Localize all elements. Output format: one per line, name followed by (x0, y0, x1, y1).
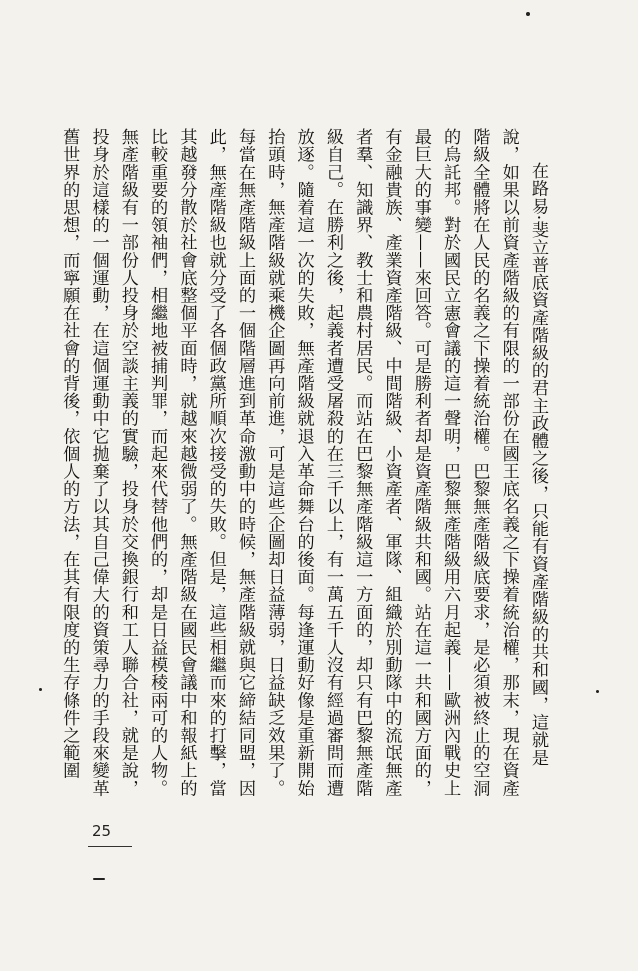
text-column: 投身於這樣的一個運動，在這個運動中它拋棄了以其自己偉大的資策尋力的手段來變革 (88, 128, 109, 797)
page-number-rule (88, 846, 132, 847)
text-column: 其越發分散於社會底整個平面時，就越來越微弱了。無產階級在國民會議中和報紙上的 (176, 128, 197, 797)
text-column: 比較重要的領袖們，相繼地被捕判罪，而起來代替他們的，却是日益模稜兩可的人物。 (147, 128, 168, 797)
text-column: 階級全體將在人民的名義之下操着統治權。巴黎無產階級底要求，是必須被終止的空洞 (469, 128, 490, 797)
text-column: 此，無產階級也就分受了各個政黨所順次接受的失敗。但是，這些相繼而來的打擊，當 (205, 128, 226, 797)
text-column: 說，如果以前資產階級的有限的一部份在國王底名義之下操着統治權，那末，現在資產 (498, 128, 519, 797)
text-column: 有金融貴族、產業資產階級、中間階級、小資產者、軍隊、組織於別動隊中的流氓無產 (381, 128, 402, 797)
scan-speck (39, 688, 42, 691)
text-column: 的烏託邦。對於國民立憲會議的這一聲明，巴黎無產階級用六月起義——歐洲內戰史上 (440, 128, 461, 797)
scan-speck (93, 878, 105, 880)
text-column: 抬頭時，無產階級就乘機企圖再向前進，可是這些企圖却日益薄弱，日益缺乏效果了。 (264, 128, 285, 797)
text-column: 無產階級有一部份人投身於空談主義的實驗，投身於交換銀行和工人聯合社，就是說， (117, 128, 138, 797)
text-column: 舊世界的思想，而寧願在社會的背後，依個人的方法，在其有限度的生存條件之範圍 (59, 128, 80, 780)
vertical-text-block (59, 128, 552, 797)
text-column: 在路易·斐立普底資產階級的君主政體之後，只能有資產階級的共和國，這就是 (528, 162, 548, 767)
scan-speck (596, 690, 599, 693)
text-column: 級自己。在勝利之後，起義者遭受屠殺的在三千以上，有一萬五千人沒有經過審問而遭 (322, 128, 343, 797)
text-column: 者羣、知識界、教士和農村居民。而站在巴黎無產階級這一方面的，却只有巴黎無產階 (352, 128, 373, 797)
page-number: 25 (92, 822, 112, 840)
text-column: 放逐。隨着這一次的失敗，無產階級就退入革命舞台的後面。每逢運動好像是重新開始 (293, 128, 314, 797)
scan-speck (526, 12, 530, 16)
text-column: 每當在無產階級上面的一個階層進到革命激動中的時候，無產階級就與它締結同盟，因 (235, 128, 256, 797)
text-column: 最巨大的事變——來回答。可是勝利者却是資產階級共和國。站在這一共和國方面的， (410, 128, 431, 797)
